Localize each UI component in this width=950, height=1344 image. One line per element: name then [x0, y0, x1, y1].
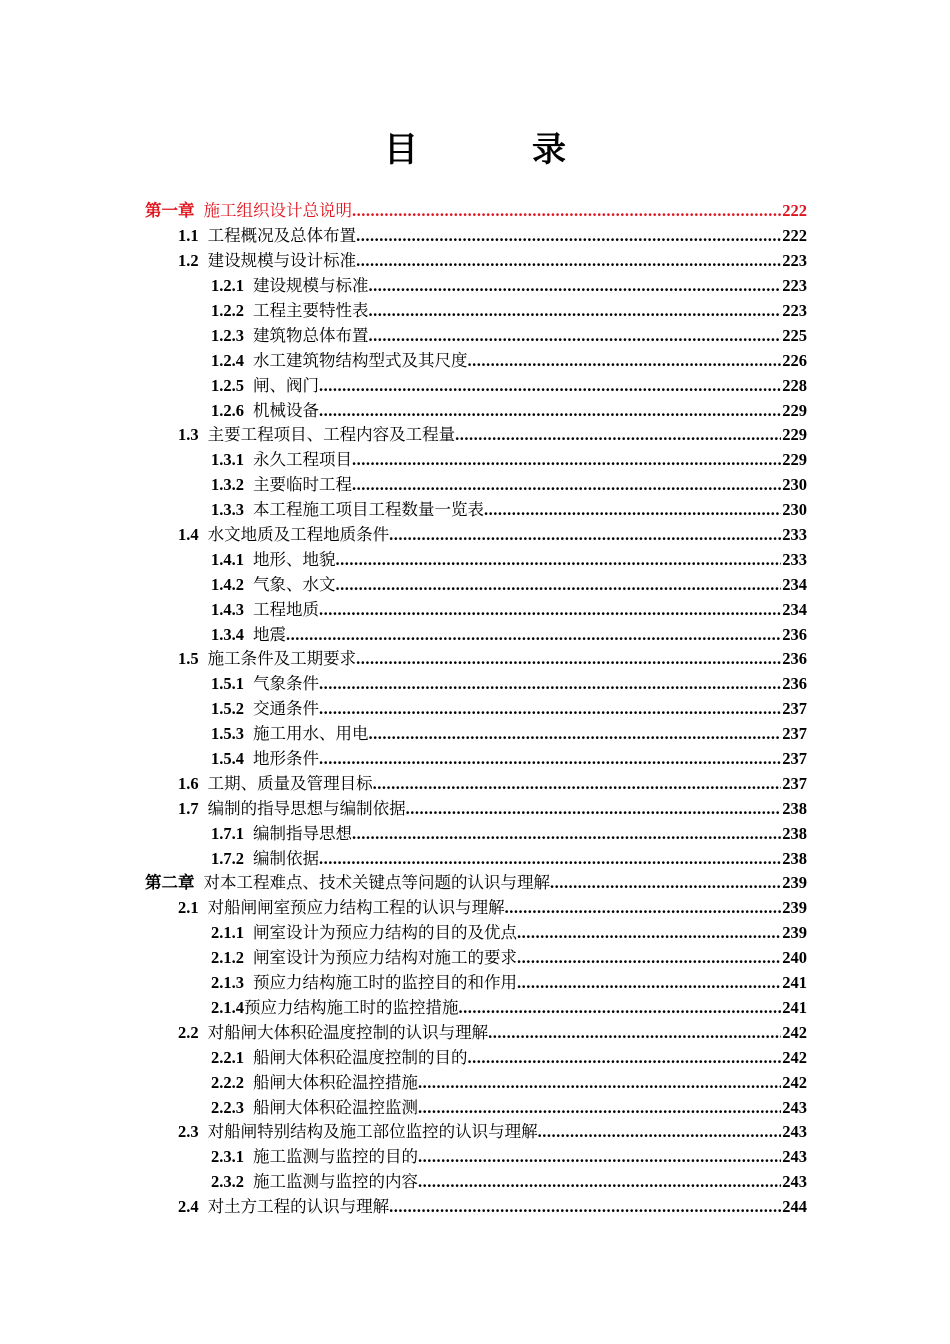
toc-entry[interactable]: [0, 722, 950, 747]
toc-entry-title: 地形条件: [253, 749, 319, 769]
toc-entry[interactable]: [0, 1145, 950, 1170]
toc-entry-number: 1.3.4: [211, 624, 244, 644]
toc-dot-leader: [459, 996, 782, 1020]
toc-entry-page-number: 237: [782, 724, 807, 744]
toc-entry-page-number: 237: [782, 773, 807, 793]
toc-entry-page-number: 239: [782, 898, 807, 918]
toc-entry[interactable]: [0, 697, 950, 722]
toc-entry-page-number: 243: [782, 1122, 807, 1142]
toc-entry[interactable]: [0, 796, 950, 821]
toc-entry-title: 地形、地貌: [253, 549, 336, 569]
toc-entry-title: 编制指导思想: [253, 823, 352, 843]
toc-entry-title: 气象条件: [253, 674, 319, 694]
toc-entry[interactable]: [0, 996, 950, 1021]
toc-entry-page-number: 230: [782, 500, 807, 520]
toc-entry-page-number: 228: [782, 375, 807, 395]
toc-entry[interactable]: [0, 572, 950, 597]
toc-entry-title: 建设规模与设计标准: [207, 251, 357, 271]
toc-entry-page-number: 229: [782, 425, 807, 445]
toc-dot-leader: [418, 1145, 781, 1169]
toc-entry-title: 水工建筑物结构型式及其尺度: [253, 350, 468, 370]
toc-entry[interactable]: [0, 199, 950, 224]
toc-entry-title: 编制依据: [253, 848, 319, 868]
toc-entry-page-number: 223: [782, 301, 807, 320]
toc-entry-page-number: 222: [782, 201, 807, 221]
toc-entry-page-number: 242: [782, 1072, 807, 1092]
toc-entry-page-number: 237: [782, 749, 807, 769]
toc-entry-number: 1.4.1: [211, 549, 244, 569]
toc-entry[interactable]: [0, 323, 950, 348]
toc-entry-page-number: 241: [782, 973, 807, 993]
toc-entry-title: 气象、水文: [253, 574, 336, 594]
toc-entry[interactable]: [0, 373, 950, 398]
toc-dot-leader: [319, 399, 781, 423]
toc-entry-page-number: 233: [782, 525, 807, 545]
toc-entry-title: 对土方工程的认识与理解: [207, 1197, 390, 1217]
toc-entry-page-number: 242: [782, 1022, 807, 1042]
toc-entry-title: 工程主要特性表: [253, 301, 369, 320]
toc-entry-title: 本工程施工项目工程数量一览表: [253, 500, 484, 520]
toc-entry-number: 1.6: [178, 773, 199, 793]
toc-entry[interactable]: [0, 946, 950, 971]
toc-entry-page-number: 223: [782, 251, 807, 271]
toc-entry-title: 施工监测与监控的内容: [253, 1172, 418, 1192]
toc-entry-number: 1.7.1: [211, 823, 244, 843]
toc-entry-number: 1.7.2: [211, 848, 244, 868]
toc-dot-leader: [352, 448, 781, 472]
toc-entry-number: 2.2.3: [211, 1097, 244, 1117]
toc-dot-leader: [286, 623, 781, 647]
toc-entry-page-number: 222: [782, 226, 807, 246]
toc-dot-leader: [369, 274, 782, 298]
toc-entry-number: 1.7: [178, 798, 199, 818]
toc-entry-title: 永久工程项目: [253, 450, 352, 470]
toc-entry-title: 闸室设计为预应力结构对施工的要求: [253, 948, 517, 968]
toc-dot-leader: [369, 299, 782, 323]
toc-entry-number: 2.4: [178, 1197, 199, 1217]
toc-entry[interactable]: [0, 771, 950, 796]
toc-entry[interactable]: [0, 547, 950, 572]
toc-entry-number: 1.4.3: [211, 599, 244, 619]
toc-entry[interactable]: [0, 971, 950, 996]
toc-entry-number: 2.1.2: [211, 948, 244, 968]
toc-entry-number: 2.1.4: [211, 997, 244, 1017]
toc-entry-title: 预应力结构施工时的监控措施: [244, 997, 459, 1017]
toc-dot-leader: [389, 523, 781, 547]
toc-entry-number: 1.5: [178, 649, 199, 669]
toc-entry-page-number: 241: [782, 997, 807, 1017]
toc-entry[interactable]: [0, 896, 950, 921]
toc-entry-title: 船闸大体积砼温控措施: [253, 1072, 418, 1092]
toc-entry[interactable]: [0, 647, 950, 672]
toc-entry-title: 对船闸闸室预应力结构工程的认识与理解: [207, 898, 505, 918]
toc-dot-leader: [369, 722, 782, 746]
toc-dot-leader: [468, 349, 782, 373]
toc-entry-page-number: 225: [782, 325, 807, 345]
toc-dot-leader: [336, 573, 782, 597]
toc-entry[interactable]: [0, 1045, 950, 1070]
toc-entry[interactable]: [0, 1195, 950, 1220]
toc-dot-leader: [505, 896, 782, 920]
toc-entry-number: 2.1.1: [211, 923, 244, 943]
page-title: 目 录: [384, 130, 606, 170]
toc-entry-page-number: 238: [782, 798, 807, 818]
toc-dot-leader: [538, 1120, 782, 1144]
toc-entry[interactable]: [0, 448, 950, 473]
toc-entry-number: 1.4: [178, 525, 199, 545]
toc-entry[interactable]: [0, 473, 950, 498]
toc-dot-leader: [406, 797, 782, 821]
toc-entry-page-number: 236: [782, 649, 807, 669]
toc-dot-leader: [336, 548, 782, 572]
toc-entry-number: 2.1: [178, 898, 199, 918]
toc-entry-number: 1.5.1: [211, 674, 244, 694]
toc-entry-number: 2.3.1: [211, 1147, 244, 1167]
toc-dot-leader: [455, 423, 781, 447]
toc-entry-title: 施工条件及工期要求: [207, 649, 357, 669]
toc-entry-number: 第二章: [145, 873, 195, 893]
toc-entry[interactable]: [0, 1170, 950, 1195]
table-of-contents: [0, 199, 950, 1220]
toc-entry-number: 2.2.1: [211, 1047, 244, 1067]
toc-entry-number: 1.2.3: [211, 325, 244, 345]
toc-dot-leader: [550, 871, 781, 895]
toc-entry-title: 工期、质量及管理目标: [207, 773, 373, 793]
toc-entry-title: 对船闸特别结构及施工部位监控的认识与理解: [207, 1122, 538, 1142]
toc-entry-title: 交通条件: [253, 699, 319, 719]
toc-dot-leader: [488, 1021, 781, 1045]
toc-entry[interactable]: [0, 672, 950, 697]
toc-entry-title: 船闸大体积砼温控监测: [253, 1097, 418, 1117]
toc-entry[interactable]: [0, 523, 950, 548]
toc-entry-page-number: 237: [782, 699, 807, 719]
toc-entry-page-number: 223: [782, 276, 807, 296]
toc-entry-page-number: 243: [782, 1097, 807, 1117]
toc-entry-number: 1.2: [178, 251, 199, 271]
toc-dot-leader: [517, 946, 781, 970]
toc-entry-title: 工程地质: [253, 599, 319, 619]
toc-dot-leader: [319, 598, 781, 622]
toc-entry[interactable]: [0, 398, 950, 423]
toc-entry-number: 1.2.1: [211, 276, 244, 296]
toc-entry[interactable]: [0, 871, 950, 896]
toc-entry-page-number: 236: [782, 624, 807, 644]
toc-entry-number: 1.1: [178, 226, 199, 246]
toc-entry-page-number: 226: [782, 350, 807, 370]
toc-dot-leader: [352, 199, 781, 223]
toc-entry-title: 编制的指导思想与编制依据: [207, 798, 406, 818]
toc-entry-page-number: 229: [782, 400, 807, 420]
toc-entry-page-number: 239: [782, 923, 807, 943]
toc-entry[interactable]: [0, 249, 950, 274]
toc-entry-title: 施工用水、用电: [253, 724, 369, 744]
toc-dot-leader: [418, 1096, 781, 1120]
toc-entry[interactable]: [0, 747, 950, 772]
toc-entry-number: 1.3: [178, 425, 199, 445]
toc-entry-page-number: 233: [782, 549, 807, 569]
toc-dot-leader: [352, 822, 781, 846]
toc-dot-leader: [468, 1046, 782, 1070]
toc-dot-leader: [369, 324, 782, 348]
toc-dot-leader: [517, 921, 781, 945]
toc-entry[interactable]: [0, 299, 950, 324]
toc-dot-leader: [389, 1195, 781, 1219]
toc-entry[interactable]: [0, 622, 950, 647]
toc-entry[interactable]: [0, 597, 950, 622]
toc-entry-title: 机械设备: [253, 400, 319, 420]
toc-entry-page-number: 236: [782, 674, 807, 694]
toc-entry-number: 1.2.2: [211, 301, 244, 320]
toc-dot-leader: [319, 697, 781, 721]
toc-entry-title: 船闸大体积砼温度控制的目的: [253, 1047, 468, 1067]
toc-entry-number: 1.3.1: [211, 450, 244, 470]
toc-entry-title: 建筑物总体布置: [253, 325, 369, 345]
toc-entry-number: 2.2: [178, 1022, 199, 1042]
toc-entry-number: 第一章: [145, 201, 195, 221]
toc-dot-leader: [418, 1170, 781, 1194]
toc-entry-page-number: 230: [782, 475, 807, 495]
toc-entry-page-number: 240: [782, 948, 807, 968]
toc-entry[interactable]: [0, 1020, 950, 1045]
toc-entry-page-number: 243: [782, 1172, 807, 1192]
toc-entry-title: 闸、阀门: [253, 375, 319, 395]
toc-entry-number: 1.5.3: [211, 724, 244, 744]
toc-entry-title: 水文地质及工程地质条件: [207, 525, 390, 545]
toc-entry[interactable]: [0, 274, 950, 299]
toc-entry-page-number: 242: [782, 1047, 807, 1067]
toc-entry[interactable]: [0, 423, 950, 448]
toc-entry-title: 主要工程项目、工程内容及工程量: [207, 425, 456, 445]
toc-entry-page-number: 238: [782, 848, 807, 868]
toc-dot-leader: [319, 847, 781, 871]
toc-entry-page-number: 239: [782, 873, 807, 893]
toc-entry[interactable]: [0, 821, 950, 846]
toc-entry[interactable]: [0, 498, 950, 523]
toc-entry-number: 2.1.3: [211, 973, 244, 993]
toc-entry-number: 1.3.2: [211, 475, 244, 495]
toc-dot-leader: [418, 1071, 781, 1095]
toc-entry-number: 1.2.5: [211, 375, 244, 395]
toc-entry[interactable]: [0, 224, 950, 249]
toc-entry-title: 对船闸大体积砼温度控制的认识与理解: [207, 1022, 489, 1042]
toc-entry-number: 2.3: [178, 1122, 199, 1142]
toc-entry-page-number: 229: [782, 450, 807, 470]
toc-entry-title: 建设规模与标准: [253, 276, 369, 296]
toc-entry-title: 施工组织设计总说明: [203, 201, 352, 221]
toc-entry-page-number: 234: [782, 574, 807, 594]
toc-entry-number: 1.4.2: [211, 574, 244, 594]
toc-dot-leader: [517, 971, 781, 995]
toc-entry[interactable]: [0, 1120, 950, 1145]
toc-entry[interactable]: [0, 846, 950, 871]
toc-dot-leader: [356, 224, 781, 248]
toc-entry-number: 1.5.4: [211, 749, 244, 769]
toc-entry-page-number: 238: [782, 823, 807, 843]
toc-entry-title: 对本工程难点、技术关键点等问题的认识与理解: [203, 873, 550, 893]
toc-entry[interactable]: [0, 1095, 950, 1120]
toc-dot-leader: [352, 473, 781, 497]
toc-entry-number: 1.2.6: [211, 400, 244, 420]
toc-entry-title: 预应力结构施工时的监控目的和作用: [253, 973, 517, 993]
toc-entry[interactable]: [0, 1070, 950, 1095]
toc-entry-page-number: 243: [782, 1147, 807, 1167]
toc-dot-leader: [484, 498, 781, 522]
toc-entry[interactable]: [0, 921, 950, 946]
toc-entry-number: 1.2.4: [211, 350, 244, 370]
toc-dot-leader: [319, 374, 781, 398]
toc-entry-title: 工程概况及总体布置: [207, 226, 357, 246]
toc-entry-number: 1.3.3: [211, 500, 244, 520]
toc-dot-leader: [319, 747, 781, 771]
toc-dot-leader: [373, 772, 782, 796]
toc-entry[interactable]: [0, 348, 950, 373]
toc-dot-leader: [356, 647, 781, 671]
toc-entry-number: 2.2.2: [211, 1072, 244, 1092]
toc-entry-number: 1.5.2: [211, 699, 244, 719]
toc-entry-page-number: 244: [782, 1197, 807, 1217]
toc-entry-title: 地震: [253, 624, 286, 644]
toc-entry-number: 2.3.2: [211, 1172, 244, 1192]
toc-dot-leader: [356, 249, 781, 273]
toc-dot-leader: [319, 672, 781, 696]
toc-entry-title: 主要临时工程: [253, 475, 352, 495]
toc-entry-page-number: 234: [782, 599, 807, 619]
toc-entry-title: 闸室设计为预应力结构的目的及优点: [253, 923, 517, 943]
toc-entry-title: 施工监测与监控的目的: [253, 1147, 418, 1167]
